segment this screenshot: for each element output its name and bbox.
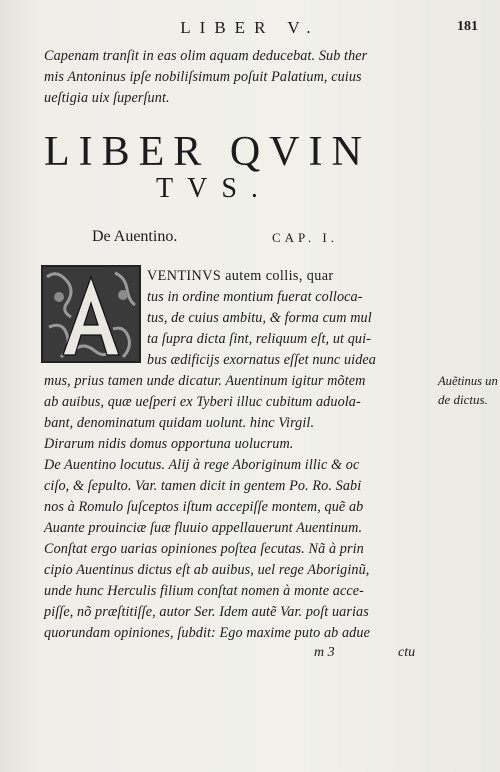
text-line: ciſo, & ſepulto. Var. tamen dicit in gentem Po. Ro. Sabi (44, 478, 362, 494)
text-line: bus ædificijs exornatus eſſet nunc uidea (147, 352, 376, 368)
page-number: 181 (457, 19, 478, 34)
text-line: Auante prouinciæ ſuæ fluuio appellauerunt Auentinum. (44, 520, 363, 536)
signature-mark: m 3 (314, 645, 335, 660)
text-line: Dirarum nidis domus opportuna uolucrum. (44, 436, 294, 452)
running-head: LIBER V. (180, 18, 320, 37)
initial-letter-text: A (47, 359, 48, 360)
text-line: Capenam tranſit in eas olim aquam deducebat. Sub ther (44, 48, 368, 64)
marginal-note: de dictus. (438, 392, 488, 407)
text-line: ta ſupra dicta ſint, reliquum eſt, ut qui- (147, 331, 371, 347)
text-line: VENTINVS autem collis, quar (147, 268, 334, 284)
marginal-note: Auẽtinus un (438, 373, 498, 388)
chapter-heading: De Auentino. (92, 228, 178, 245)
text-line: nos à Romulo ſuſceptos iſtum accepiſſe montem, quẽ ab (44, 499, 364, 515)
book-title-line-1: LIBER QVIN (44, 129, 371, 175)
text-line: De Auentino locutus. Alij à rege Aboriginum illic & oc (44, 457, 360, 473)
text-line: mis Antoninus ipſe nobiliſsimum poſuit Palatium, cuius (44, 69, 362, 85)
text-line: tus in ordine montium fuerat colloca- (147, 289, 363, 305)
book-title-line-2: TVS. (156, 173, 272, 204)
text-line: mus, prius tamen unde dicatur. Auentinum igitur mõtem (44, 373, 366, 389)
text-line: ab auibus, quæ ueſperi ex Tyberi illuc cubitum aduola- (44, 394, 361, 410)
text-line: tus, de cuius ambitu, & forma cum mul (147, 310, 372, 326)
decorated-initial-a (41, 265, 141, 363)
text-line: piſſe, nõ præſtitiſſe, autor Ser. Idem autẽ Var. poſt uarias (44, 604, 369, 620)
text-line: unde hunc Herculis filium conſtat nomen à monte acce- (44, 583, 364, 599)
initial-letter-art (43, 267, 139, 361)
text-line: ueſtigia uix ſuperſunt. (44, 90, 170, 106)
chapter-number: CAP. I. (272, 230, 338, 245)
text-line: cipio Auentinus dictus eſt ab auibus, uel rege Aboriginũ, (44, 562, 370, 578)
catchword: ctu (398, 645, 416, 660)
text-line: bant, denominatum quidam uolunt. hinc Virgil. (44, 415, 315, 431)
page-header (0, 18, 500, 40)
text-line: Conſtat ergo uarias opiniones poſtea ſecutas. Nã à prin (44, 541, 364, 557)
text-line: quorundam opiniones, ſubdit: Ego maxime puto ab adue (44, 625, 370, 641)
